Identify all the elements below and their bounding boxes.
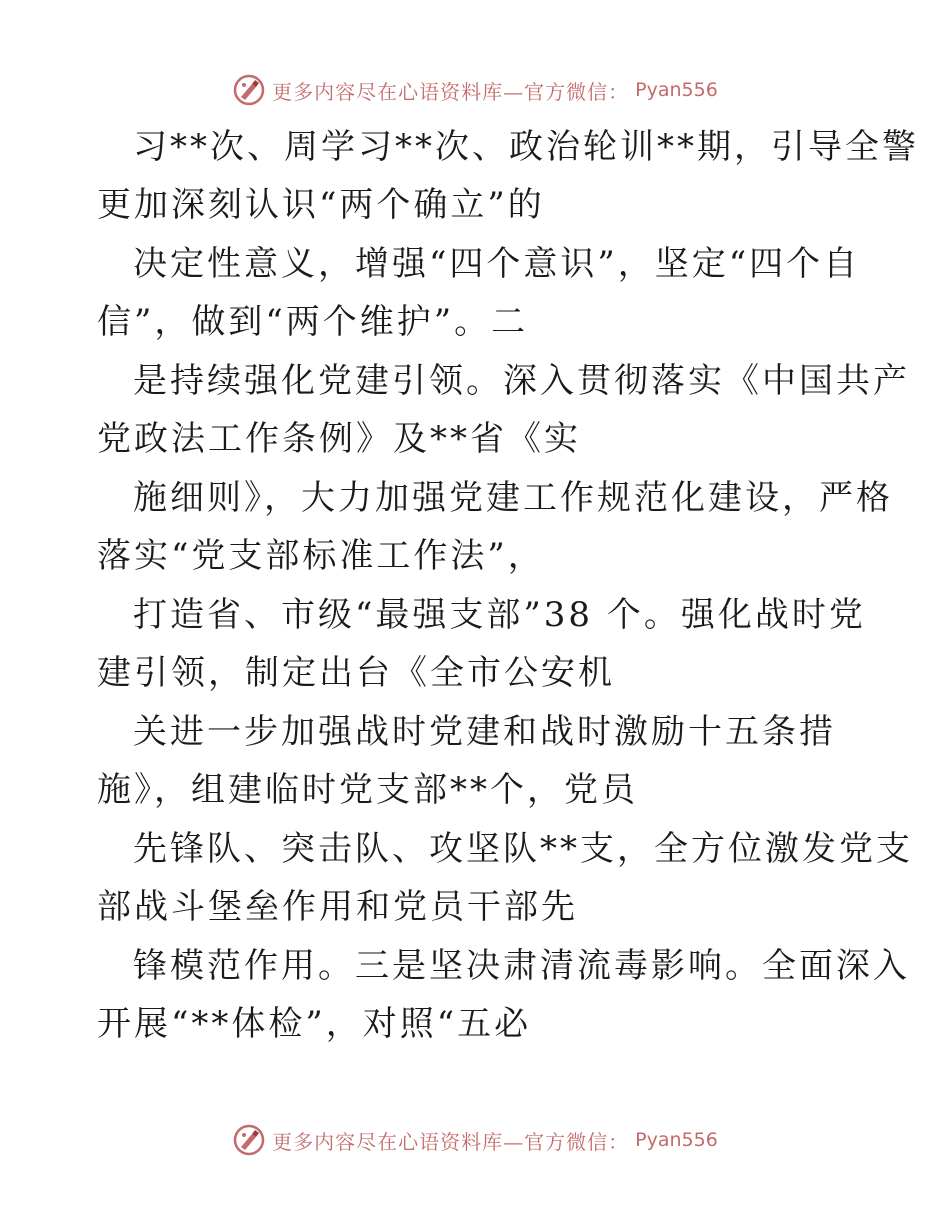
text-line: 开展“**体检”，对照“五必	[97, 1004, 532, 1044]
text-line: 信”，做到“两个维护”。二	[97, 302, 529, 342]
text-line: 建引领，制定出台《全市公安机	[97, 653, 615, 693]
text-line: 决定性意义，增强“四个意识”，坚定“四个自	[133, 244, 861, 284]
header-watermark	[0, 70, 950, 110]
text-line: 更加深刻认识“两个确立”的	[97, 185, 545, 225]
text-line: 是持续强化党建引领。深入贯彻落实《中国共产	[133, 361, 910, 401]
watermark-wechat-id: Pyan556	[635, 1129, 718, 1151]
watermark-wechat-id: Pyan556	[635, 79, 718, 101]
text-line: 施细则》，大力加强党建工作规范化建设，严格	[133, 478, 893, 518]
watermark-text: 更多内容尽在心语资料库—官方微信：	[272, 79, 630, 104]
text-line: 关进一步加强战时党建和战时激励十五条措	[133, 712, 836, 752]
text-line: 落实“党支部标准工作法”，	[97, 536, 545, 576]
fountain-pen-logo-icon	[232, 73, 266, 107]
footer-watermark	[0, 1120, 950, 1160]
text-line: 锋模范作用。三是坚决肃清流毒影响。全面深入	[133, 946, 910, 986]
text-line: 先锋队、突击队、攻坚队**支，全方位激发党支	[133, 829, 913, 869]
watermark-text: 更多内容尽在心语资料库—官方微信：	[272, 1129, 630, 1154]
text-line: 施》，组建临时党支部**个，党员	[97, 770, 638, 810]
text-line: 打造省、市级“最强支部”38 个。强化战时党	[133, 595, 866, 635]
text-line: 党政法工作条例》及**省《实	[97, 419, 581, 459]
fountain-pen-logo-icon	[232, 1123, 266, 1157]
text-line: 习**次、周学习**次、政治轮训**期，引导全警	[133, 127, 919, 167]
text-line: 部战斗堡垒作用和党员干部先	[97, 887, 578, 927]
